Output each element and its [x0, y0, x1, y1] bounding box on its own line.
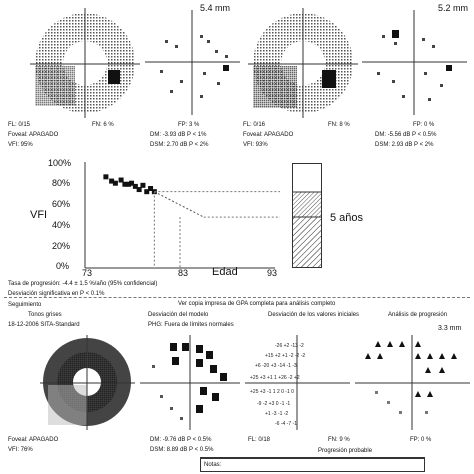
x-tick-93: 93 — [267, 268, 278, 278]
fl-text: FL: 0/16 — [243, 122, 266, 128]
foveal-text: Foveal: APAGADO — [8, 437, 59, 443]
dm-text: DM: -9.76 dB P < 0.5% — [150, 437, 212, 443]
model-deviation-map — [140, 335, 240, 430]
baseline-deviation-map — [245, 335, 350, 430]
svg-text:-9 -2 +3 0 -1 -1: -9 -2 +3 0 -1 -1 — [257, 401, 291, 407]
foveal-text: Foveal: APAGADO — [243, 132, 294, 138]
fl-text: FL: 0/18 — [248, 437, 271, 443]
svg-text:+1 -3 -1 -2: +1 -3 -1 -2 — [265, 411, 289, 417]
date-label: 18-12-2006 SITA-Standard — [8, 322, 80, 328]
vfi-point — [113, 181, 118, 186]
fl-text: FL: 0/15 — [8, 122, 31, 128]
x-tick-83: 83 — [178, 268, 189, 278]
analisis-label: Análisis de progresión — [388, 312, 448, 318]
projection-line — [154, 192, 203, 217]
progression-analysis-map — [355, 335, 470, 430]
vfi-point — [103, 174, 108, 179]
scale-label: 5.2 mm — [438, 3, 469, 13]
y-axis-label: VFI — [30, 209, 48, 221]
scale-label: 3.3 mm — [438, 325, 462, 332]
dm-text: DM: -5.56 dB P < 0.5% — [375, 132, 437, 138]
grayscale-map-right — [248, 8, 358, 118]
vfi-text: VFI: 76% — [8, 447, 33, 453]
desv-modelo-label: Desviación del modelo — [148, 312, 209, 318]
significance-text: Desviación significativa en P < 0.1% — [8, 291, 105, 297]
foveal-text: Foveal: APAGADO — [8, 132, 59, 138]
y-tick-80: 80% — [52, 178, 71, 188]
fn-text: FN: 6 % — [92, 122, 114, 128]
vfi-point — [140, 183, 145, 188]
dsm-text: DSM: 2.93 dB P < 2% — [375, 142, 434, 148]
vfi-text: VFI: 95% — [8, 142, 33, 148]
svg-text:+15 +2 +1 -2 -2 -2: +15 +2 +1 -2 -2 -2 — [265, 353, 306, 359]
pattern-deviation-left — [145, 10, 240, 115]
pattern-deviation-right — [362, 10, 467, 115]
projection-bar — [292, 163, 322, 268]
svg-text:+25 +3 +1 1 +26 -2 +2: +25 +3 +1 1 +26 -2 +2 — [250, 375, 300, 381]
grayscale-map-bottom — [40, 335, 135, 430]
y-tick-100: 100% — [48, 158, 72, 168]
seguimiento-label: Seguimiento — [8, 302, 42, 308]
vfi-chart — [80, 160, 280, 275]
fp-text: FP: 0 % — [413, 122, 435, 128]
progresion-text: Progresión probable — [318, 448, 373, 454]
scale-label: 5.4 mm — [200, 3, 231, 13]
svg-text:+25 +3 -1 1 2 0 -1 0: +25 +3 -1 1 2 0 -1 0 — [250, 389, 294, 395]
desv-inicial-label: Desviación de los valores iniciales — [268, 312, 360, 318]
vfi-points — [103, 174, 280, 268]
rate-text: Tasa de progresión: -4.4 ± 1.5 %/año (95% confidencial) — [8, 281, 158, 287]
phg-label: PHG: Fuera de límites normales — [148, 322, 234, 328]
dsm-text: DSM: 8.89 dB P < 0.5% — [150, 447, 214, 453]
svg-text:-6 -4 -7 -1: -6 -4 -7 -1 — [275, 421, 297, 427]
fn-text: FN: 9 % — [328, 437, 350, 443]
x-axis-label: Edad — [212, 266, 238, 278]
tonos-label: Tonos grises — [28, 312, 62, 318]
y-tick-40: 40% — [52, 220, 71, 230]
note-label: Ver copia impresa de GPA completa para análisis completo — [178, 301, 336, 307]
projection-label: 5 años — [330, 212, 364, 224]
section-divider — [4, 297, 470, 298]
notes-box — [200, 458, 425, 472]
grayscale-map-left — [30, 8, 140, 118]
svg-text:-26 +2 -13 -2: -26 +2 -13 -2 — [275, 343, 304, 349]
fp-text: FP: 3 % — [178, 122, 200, 128]
vfi-text: VFI: 93% — [243, 142, 268, 148]
fp-text: FP: 0 % — [410, 437, 432, 443]
x-tick-73: 73 — [82, 268, 93, 278]
y-tick-60: 60% — [52, 199, 71, 209]
dm-text: DM: -3.93 dB P < 1% — [150, 132, 207, 138]
dsm-text: DSM: 2.70 dB P < 2% — [150, 142, 209, 148]
fn-text: FN: 8 % — [328, 122, 350, 128]
y-tick-0: 0% — [56, 261, 70, 271]
notes-label: Notas: — [204, 462, 222, 468]
svg-text:+6 -20 +3 -14 -1 -3: +6 -20 +3 -14 -1 -3 — [255, 363, 297, 369]
y-tick-20: 20% — [52, 241, 71, 251]
